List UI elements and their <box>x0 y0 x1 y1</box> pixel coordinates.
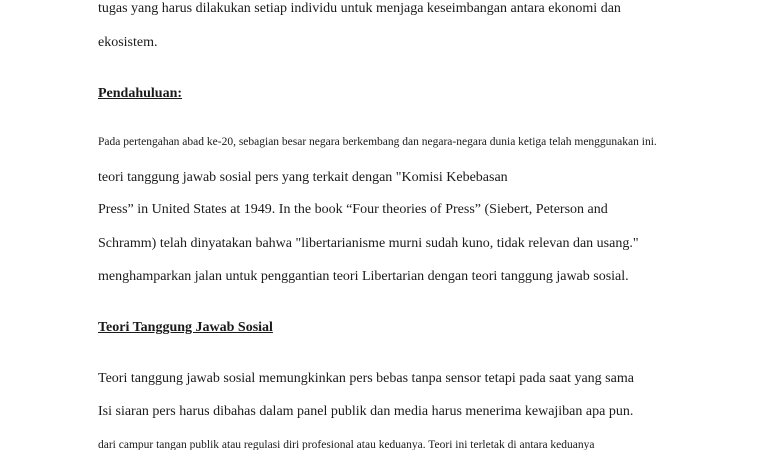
paragraph-line: dari campur tangan publik atau regulasi diri profesional atau keduanya. Teori ini terletak di antara keduanya <box>98 439 595 450</box>
paragraph-line: Press” in United States at 1949. In the book “Four theories of Press” (Siebert, Peterson and <box>98 202 608 217</box>
paragraph-line: Pada pertengahan abad ke-20, sebagian besar negara berkembang dan negara-negara dunia ketiga telah menggunakan ini. <box>98 136 657 148</box>
section-heading-teori: Teori Tanggung Jawab Sosial <box>98 320 273 335</box>
paragraph-line: menghamparkan jalan untuk penggantian teori Libertarian dengan teori tanggung jawab sosial. <box>98 269 629 284</box>
paragraph-line: Teori tanggung jawab sosial memungkinkan pers bebas tanpa sensor tetapi pada saat yang sama <box>98 371 634 386</box>
intro-line-2: ekosistem. <box>98 35 158 50</box>
paragraph-line: Isi siaran pers harus dibahas dalam panel publik dan media harus menerima kewajiban apa pun. <box>98 404 634 419</box>
section-heading-pendahuluan: Pendahuluan: <box>98 86 183 101</box>
paragraph-line: Schramm) telah dinyatakan bahwa "libertarianisme murni sudah kuno, tidak relevan dan usang." <box>98 236 639 251</box>
intro-line-1: tugas yang harus dilakukan setiap individu untuk menjaga keseimbangan antara ekonomi dan <box>98 1 621 16</box>
paragraph-line: teori tanggung jawab sosial pers yang terkait dengan "Komisi Kebebasan <box>98 170 508 185</box>
